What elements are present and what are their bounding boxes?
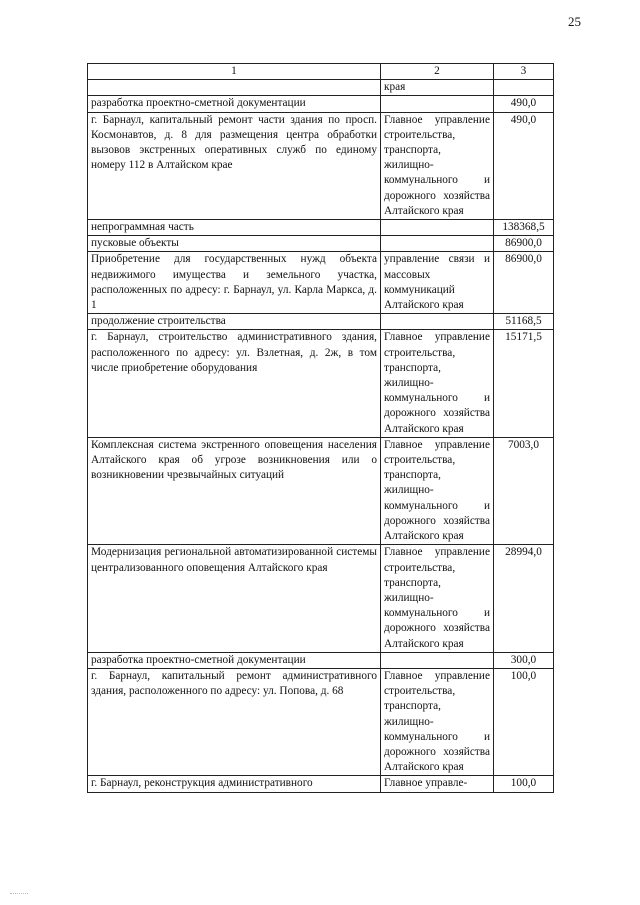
row-description: г. Барнаул, капитальный ремонт административного здания, расположенного по адресу: ул. Попова, д. 68 (88, 668, 381, 775)
row-description: Приобретение для государственных нужд объекта недвижимого имущества и земельного участка, расположенных по адресу: г. Барнаул, ул. Карла Маркса, д. 1 (88, 252, 381, 314)
row-description: разработка проектно-сметной документации (88, 652, 381, 668)
row-amount: 138368,5 (494, 220, 554, 236)
column-header-3: 3 (494, 64, 554, 80)
row-responsible (381, 96, 494, 112)
table-row (88, 220, 554, 236)
row-amount: 28994,0 (494, 545, 554, 652)
row-description: г. Барнаул, строительство административного здания, расположенного по адресу: ул. Взлетная, д. 2ж, в том числе приобретение оборудования (88, 330, 381, 437)
table-row (88, 252, 554, 314)
row-responsible: Главное управление строительства, транспорта, жилищно-коммунального и дорожного хозяйства Алтайского края (381, 668, 494, 775)
row-amount: 100,0 (494, 668, 554, 775)
row-amount: 86900,0 (494, 236, 554, 252)
budget-table (87, 63, 554, 793)
row-responsible: Главное управление строительства, транспорта, жилищно-коммунального и дорожного хозяйства Алтайского края (381, 437, 494, 544)
table-row (88, 112, 554, 219)
row-amount: 100,0 (494, 776, 554, 792)
row-amount: 86900,0 (494, 252, 554, 314)
table-row (88, 96, 554, 112)
row-description: разработка проектно-сметной документации (88, 96, 381, 112)
row-description (88, 80, 381, 96)
table-row (88, 314, 554, 330)
table-row (88, 437, 554, 544)
scan-artifact (10, 893, 28, 895)
row-amount: 300,0 (494, 652, 554, 668)
row-responsible (381, 236, 494, 252)
table-row (88, 236, 554, 252)
row-amount: 490,0 (494, 112, 554, 219)
table-header-row (88, 64, 554, 80)
row-description: пусковые объекты (88, 236, 381, 252)
row-description: Комплексная система экстренного оповещения населения Алтайского края об угрозе возникновения или о возникновении чрезвычайных ситуаций (88, 437, 381, 544)
row-amount: 490,0 (494, 96, 554, 112)
row-description: непрограммная часть (88, 220, 381, 236)
page-number: 25 (568, 14, 581, 29)
row-responsible: управление связи и массовых коммуникаций Алтайского края (381, 252, 494, 314)
row-description: продолжение строительства (88, 314, 381, 330)
column-header-2: 2 (381, 64, 494, 80)
column-header-1: 1 (88, 64, 381, 80)
row-amount: 51168,5 (494, 314, 554, 330)
row-responsible: Главное управление строительства, транспорта, жилищно-коммунального и дорожного хозяйства Алтайского края (381, 330, 494, 437)
table-row (88, 652, 554, 668)
table-row (88, 80, 554, 96)
table-row (88, 668, 554, 775)
row-responsible: Главное управление строительства, транспорта, жилищно-коммунального и дорожного хозяйства Алтайского края (381, 545, 494, 652)
row-responsible (381, 314, 494, 330)
row-responsible: края (381, 80, 494, 96)
row-responsible: Главное управле- (381, 776, 494, 792)
table-row (88, 776, 554, 792)
row-description: г. Барнаул, реконструкция административного (88, 776, 381, 792)
row-description: г. Барнаул, капитальный ремонт части здания по просп. Космонавтов, д. 8 для размещения центра обработки вызовов экстренных оперативных служб по единому номеру 112 в Алтайском крае (88, 112, 381, 219)
row-responsible (381, 220, 494, 236)
row-amount: 15171,5 (494, 330, 554, 437)
row-responsible (381, 652, 494, 668)
table-row (88, 545, 554, 652)
row-description: Модернизация региональной автоматизированной системы централизованного оповещения Алтайского края (88, 545, 381, 652)
table-row (88, 330, 554, 437)
row-amount (494, 80, 554, 96)
row-responsible: Главное управление строительства, транспорта, жилищно-коммунального и дорожного хозяйства Алтайского края (381, 112, 494, 219)
row-amount: 7003,0 (494, 437, 554, 544)
